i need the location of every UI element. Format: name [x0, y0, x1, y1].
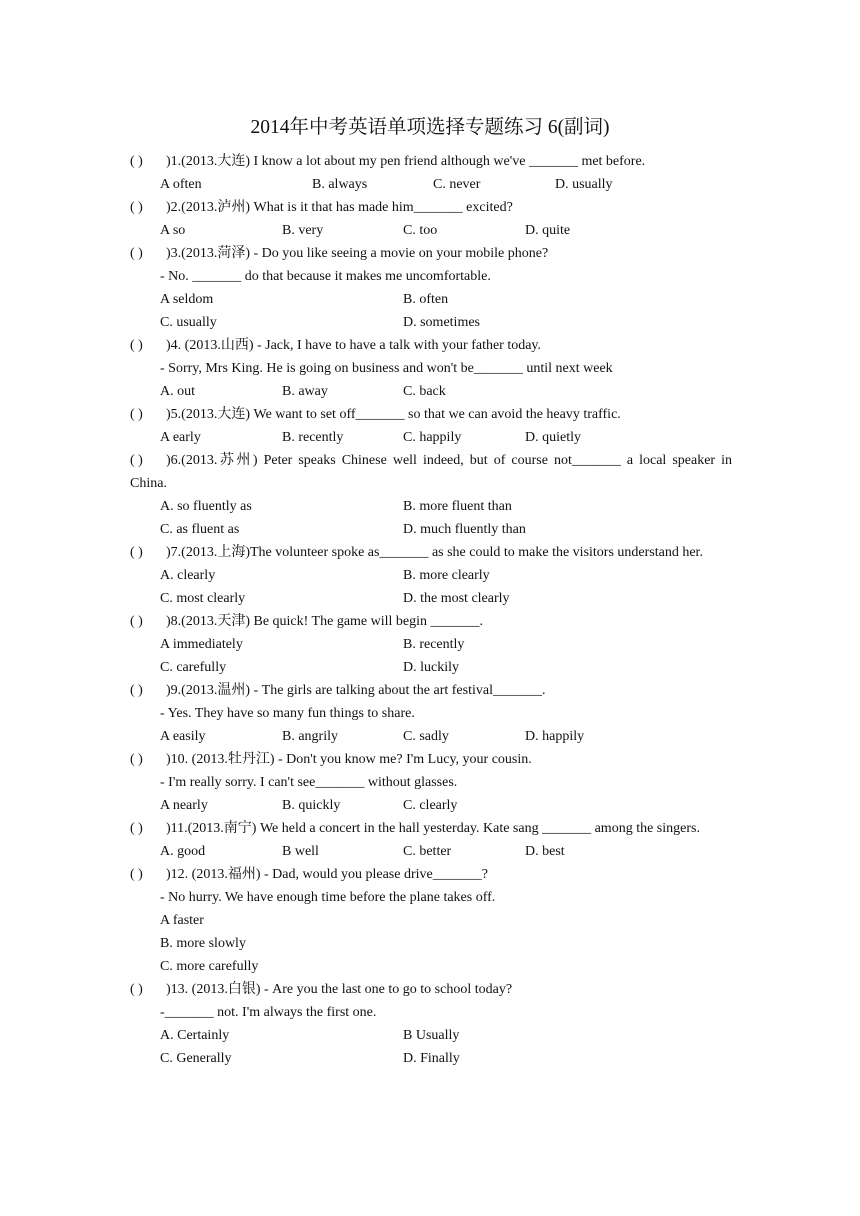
question-3 [130, 242, 732, 265]
option: A. clearly [160, 568, 216, 583]
question-text: )6.(2013.苏州) Peter speaks Chinese well indeed, but of course not_______ a local speaker in China. [130, 453, 732, 491]
question-text: )13. (2013.白银) - Are you the last one to go to school today? [166, 982, 513, 997]
answer-paren: ( ) [130, 453, 143, 468]
options-row [130, 380, 732, 403]
page-title: 2014年中考英语单项选择专题练习 6(副词) [250, 117, 610, 138]
options-row [130, 311, 732, 334]
option: B Usually [403, 1028, 460, 1043]
options-row [130, 518, 732, 541]
option: C. clearly [403, 798, 458, 813]
option: B. quickly [282, 798, 341, 813]
option: B. very [282, 223, 324, 238]
answer-paren: ( ) [130, 821, 143, 836]
question-text: )5.(2013.大连) We want to set off_______ so that we can avoid the heavy traffic. [166, 407, 621, 422]
option: D. happily [525, 729, 585, 744]
option: B. more fluent than [403, 499, 512, 514]
answer-paren: ( ) [130, 545, 143, 560]
options-row [130, 794, 732, 817]
option: B. away [282, 384, 328, 399]
question-12 [130, 863, 732, 886]
option: B. recently [403, 637, 465, 652]
question-2 [130, 196, 732, 219]
option: A faster [160, 913, 204, 928]
question-list [130, 150, 732, 1070]
options-row [130, 173, 732, 196]
question-text: )7.(2013.上海)The volunteer spoke as_______ as she could to make the visitors understand her. [166, 545, 703, 560]
option: A. good [160, 844, 206, 859]
option: C. too [403, 223, 438, 238]
option: B. more clearly [403, 568, 490, 583]
answer-paren: ( ) [130, 683, 143, 698]
option: A. so fluently as [160, 499, 252, 514]
answer-paren: ( ) [130, 614, 143, 629]
option: C. back [403, 384, 446, 399]
options-row [130, 656, 732, 679]
options-row [130, 725, 732, 748]
option: C. sadly [403, 729, 449, 744]
answer-paren: ( ) [130, 200, 143, 215]
question-13 [130, 978, 732, 1001]
options-row [130, 288, 732, 311]
option: D. quite [525, 223, 571, 238]
option: C. most clearly [160, 591, 246, 606]
option: A immediately [160, 637, 243, 652]
question-11 [130, 817, 732, 840]
option: D. Finally [403, 1051, 460, 1066]
option: C. more carefully [160, 959, 259, 974]
question-8 [130, 610, 732, 633]
option: A. Certainly [160, 1028, 230, 1043]
question-text: )1.(2013.大连) I know a lot about my pen friend although we've _______ met before. [166, 154, 646, 169]
option: A. out [160, 384, 195, 399]
option: C. carefully [160, 660, 227, 675]
options-row [130, 633, 732, 656]
option: A early [160, 430, 201, 445]
question-text: )3.(2013.菏泽) - Do you like seeing a movie on your mobile phone? [166, 246, 549, 261]
answer-paren: ( ) [130, 154, 143, 169]
option: C. never [433, 177, 481, 192]
question-7 [130, 541, 732, 564]
option: C. usually [160, 315, 217, 330]
answer-paren: ( ) [130, 867, 143, 882]
question-9 [130, 679, 732, 702]
option: B. angrily [282, 729, 338, 744]
answer-paren: ( ) [130, 752, 143, 767]
options-row [130, 564, 732, 587]
options-row [130, 1024, 732, 1047]
option: B well [282, 844, 319, 859]
options-row [130, 1047, 732, 1070]
option: B. recently [282, 430, 344, 445]
options-row [130, 587, 732, 610]
dialogue-line: - I'm really sorry. I can't see_______ without glasses. [160, 775, 458, 790]
option: B. always [312, 177, 368, 192]
option: A easily [160, 729, 206, 744]
option: A nearly [160, 798, 208, 813]
option: A seldom [160, 292, 214, 307]
option: D. best [525, 844, 565, 859]
dialogue-line: - Yes. They have so many fun things to share. [160, 706, 415, 721]
option: D. much fluently than [403, 522, 526, 537]
option: C. happily [403, 430, 462, 445]
option: D. usually [555, 177, 613, 192]
question-text: )10. (2013.牡丹江) - Don't you know me? I'm Lucy, your cousin. [166, 752, 532, 767]
option: C. as fluent as [160, 522, 240, 537]
question-1 [130, 150, 732, 173]
question-text: )2.(2013.泸州) What is it that has made him_______ excited? [166, 200, 513, 215]
options-row [130, 219, 732, 242]
option: C. better [403, 844, 452, 859]
option: D. sometimes [403, 315, 480, 330]
question-4 [130, 334, 732, 357]
question-text: )11.(2013.南宁) We held a concert in the hall yesterday. Kate sang _______ among the singers. [166, 821, 700, 836]
answer-paren: ( ) [130, 338, 143, 353]
answer-paren: ( ) [130, 982, 143, 997]
option: D. luckily [403, 660, 459, 675]
option: A often [160, 177, 202, 192]
dialogue-line: - Sorry, Mrs King. He is going on business and won't be_______ until next week [160, 361, 613, 376]
question-text: )8.(2013.天津) Be quick! The game will begin _______. [166, 614, 484, 629]
option: B. more slowly [160, 936, 246, 951]
answer-paren: ( ) [130, 407, 143, 422]
dialogue-line: - No hurry. We have enough time before the plane takes off. [160, 890, 496, 905]
answer-paren: ( ) [130, 246, 143, 261]
option: C. Generally [160, 1051, 232, 1066]
options-row [130, 840, 732, 863]
dialogue-line: - No. _______ do that because it makes me uncomfortable. [160, 269, 491, 284]
question-text: )4. (2013.山西) - Jack, I have to have a talk with your father today. [166, 338, 542, 353]
question-text: )9.(2013.温州) - The girls are talking about the art festival_______. [166, 683, 546, 698]
options-row [130, 495, 732, 518]
option: D. quietly [525, 430, 581, 445]
question-10 [130, 748, 732, 771]
option: A so [160, 223, 186, 238]
dialogue-line: -_______ not. I'm always the first one. [160, 1005, 377, 1020]
question-6 [130, 449, 732, 495]
option: D. the most clearly [403, 591, 510, 606]
question-5 [130, 403, 732, 426]
question-text: )12. (2013.福州) - Dad, would you please drive_______? [166, 867, 488, 882]
options-row [130, 426, 732, 449]
option: B. often [403, 292, 449, 307]
